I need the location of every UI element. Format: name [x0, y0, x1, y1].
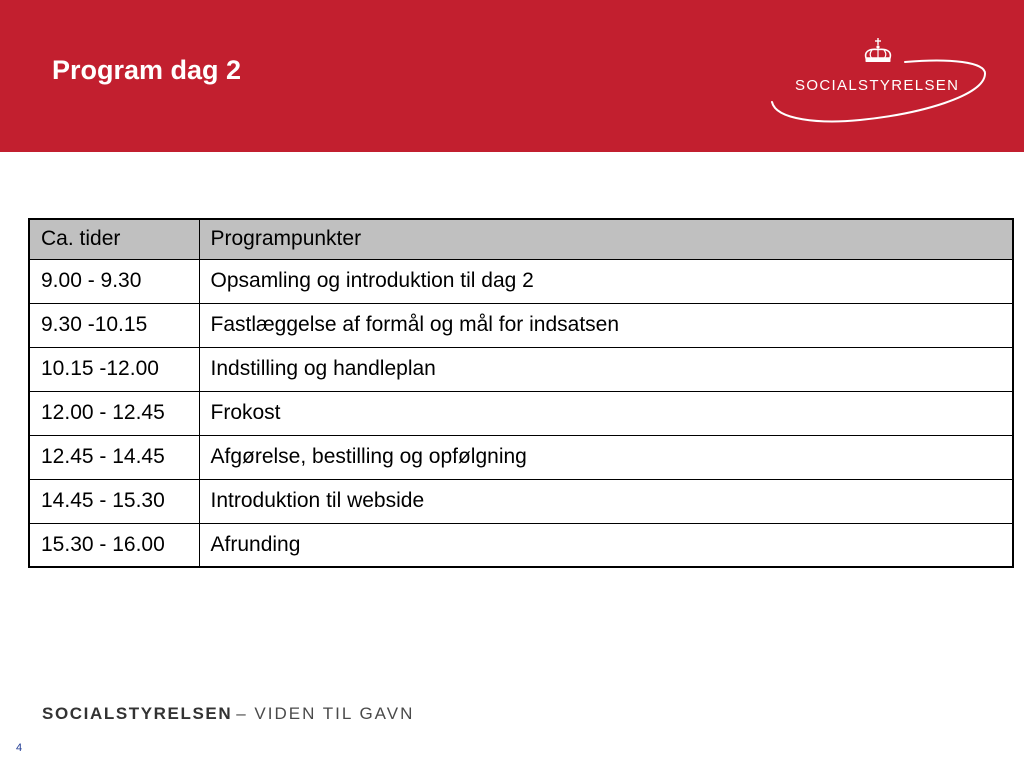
- table-cell-time: 14.45 - 15.30: [29, 479, 199, 523]
- table-cell-time: 9.00 - 9.30: [29, 259, 199, 303]
- table-header-row: [29, 219, 1013, 259]
- table-header-item: Programpunkter: [199, 219, 1013, 259]
- table-cell-time: 15.30 - 16.00: [29, 523, 199, 567]
- table-row: [29, 523, 1013, 567]
- table-header-time: Ca. tider: [29, 219, 199, 259]
- table-row: [29, 479, 1013, 523]
- table-cell-time: 10.15 -12.00: [29, 347, 199, 391]
- page-number: 4: [16, 742, 23, 754]
- logo-wordmark: SOCIALSTYRELSEN: [795, 77, 958, 94]
- table-row: [29, 391, 1013, 435]
- table-row: [29, 347, 1013, 391]
- footer-tagline-bar: [42, 703, 414, 725]
- table-cell-item: Fastlæggelse af formål og mål for indsatsen: [199, 303, 1013, 347]
- socialstyrelsen-logo: [760, 30, 1000, 130]
- table-row: [29, 435, 1013, 479]
- table-row: [29, 303, 1013, 347]
- program-table: [28, 218, 1014, 568]
- table-cell-item: Introduktion til webside: [199, 479, 1013, 523]
- table-cell-item: Afrunding: [199, 523, 1013, 567]
- table-row: [29, 259, 1013, 303]
- footer-slogan: – VIDEN TIL GAVN: [236, 704, 415, 723]
- slide-title: Program dag 2: [52, 55, 242, 85]
- table-cell-item: Indstilling og handleplan: [199, 347, 1013, 391]
- crown-icon: [866, 38, 891, 62]
- footer-brand: SOCIALSTYRELSEN: [42, 704, 233, 723]
- table-cell-item: Opsamling og introduktion til dag 2: [199, 259, 1013, 303]
- table-cell-item: Frokost: [199, 391, 1013, 435]
- table-cell-time: 12.00 - 12.45: [29, 391, 199, 435]
- table-cell-time: 9.30 -10.15: [29, 303, 199, 347]
- table-cell-item: Afgørelse, bestilling og opfølgning: [199, 435, 1013, 479]
- table-cell-time: 12.45 - 14.45: [29, 435, 199, 479]
